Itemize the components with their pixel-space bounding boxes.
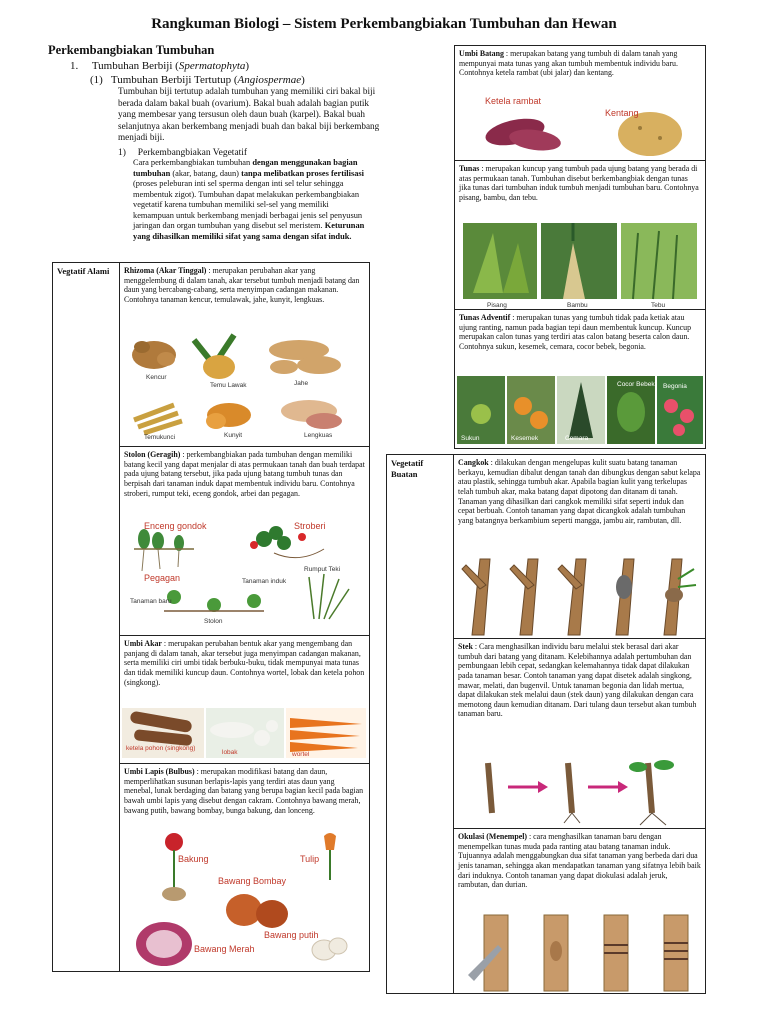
caption-ketela-rambat: Ketela rambat (485, 96, 542, 106)
caption-lengkuas: Lengkuas (304, 432, 333, 439)
intro-paragraph: Tumbuhan biji tertutup adalah tumbuhan yang memiliki ciri bakal biji berada dalam bakal buah (ovarium). Bakal buah adalah bagian putik yang membesar yang tersusun oleh daun buah (karpel). Bakal buah selanjutnya akan berkembang menjadi buah dan bakal biji berkembang menjadi biji. (118, 86, 380, 142)
term-description: : merupakan tunas yang tumbuh tidak pada ketiak atau ujung ranting, namun pada bagian tepi daun membentuk kuncup. Kuncup merupakan calon tunas yang terdiri atas calon batang beserta calon daun. Contohnya sukun, kesemek, cemara, cocor bebek, begonia. (459, 313, 692, 351)
umbi-batang-images (475, 96, 695, 158)
caption-bawang-bombay: Bawang Bombay (218, 876, 287, 886)
caption-bawang-merah: Bawang Merah (194, 944, 255, 954)
item-text: Perkembangbiakan Vegetatif (137, 148, 248, 158)
term-name: Stek (458, 642, 473, 651)
section-heading: Perkembangbiakan Tumbuhan (48, 43, 215, 57)
caption-rumput-teki: Rumput Teki (304, 566, 341, 573)
item-text: Tumbuhan Berbiji Tertutup ( (110, 74, 238, 86)
cell-stek (453, 638, 706, 829)
term-name: Umbi Batang (459, 49, 504, 58)
text-bold: tanpa melibatkan proses fertilisasi (241, 168, 364, 178)
term-description: : merupakan perubahan akar yang menggelembung di dalam tanah, akar tersebut tumbuh menjadi batang dan daun yang bercabang-cabang, serta menyimpan cadangan makanan. Contohnya tanaman kencur, temulawak, jahe, kunyit, lengkuas. (124, 266, 360, 304)
term-description: : perkembangbiakan pada tumbuhan dengan memiliki batang kecil yang dapat menjalar di atas permukaan tanah dan buah terdapat pada ujung batang tersebut, jika pada ujung batang tumbuh tunas dan berpisah dari tanaman induk dapat membentuk individu baru. Contohnya stroberi, rumput teki, eceng gondok, arbei dan pegagan. (124, 450, 365, 498)
term-description: : merupakan kuncup yang tumbuh pada ujung batang yang berada di atas permukaan tanah. Tumbuhan disebut berkembangbiak dengan tunas jika tunas dari tumbuhan induk tumbuh menjadi tumbuhan baru. Contohnya pisang, bambu, dan tebu. (459, 164, 699, 202)
item-italic: Angiospermae (237, 74, 302, 86)
caption-stroberi: Stroberi (294, 521, 326, 531)
item-number: (1) (90, 74, 103, 86)
term-name: Okulasi (Menempel) (458, 832, 528, 841)
caption-pegagan: Pegagan (144, 573, 181, 583)
caption-bakung: Bakung (178, 854, 209, 864)
caption-pisang: Pisang (487, 302, 507, 309)
term-name: Cangkok (458, 458, 489, 467)
caption-kentang: Kentang (605, 108, 639, 118)
caption-kencur: Kencur (146, 374, 167, 381)
cell-rhizoma (119, 262, 370, 447)
list-item-spermatophyta (70, 60, 249, 72)
cell-stolon (119, 446, 370, 636)
term-name: Umbi Akar (124, 639, 162, 648)
cell-tunas (454, 160, 706, 310)
rhizome-images (124, 325, 364, 441)
caption-jahe: Jahe (294, 380, 309, 387)
list-item-angiospermae (90, 74, 305, 86)
list-item-vegetatif (118, 148, 247, 158)
term-name: Stolon (Geragih) (124, 450, 181, 459)
term-description: : cara menghasilkan tanaman baru dengan menempelkan tunas muda pada ranting atau batang tanaman induk. Tujuannya adalah menggabungkan dua sifat tanaman yang berbeda dari dua jenis tanaman, sehingga akan mendapatkan tanaman yang sifatnya lebih baik dari induknya. Contoh tanaman yang dapat diokulasi adalah jeruk, rambutan, dan durian. (458, 832, 701, 890)
caption-tanaman-induk: Tanaman induk (242, 578, 287, 585)
okulasi-illustration (468, 915, 694, 991)
caption-cocor-bebek: Cocor Bebek (617, 381, 655, 388)
item-close: ) (301, 74, 305, 86)
caption-tulip: Tulip (300, 854, 320, 864)
umbi-lapis-images (124, 832, 364, 968)
umbi-akar-images (122, 708, 366, 760)
item-text: Tumbuhan Berbiji ( (91, 60, 179, 72)
term-description: : merupakan perubahan bentuk akar yang mengembang dan panjang di dalam tanah, akar tersebut juga menyimpan cadangan makanan, serta memiliki ciri umbi tidak berbuku-buku, tidak mempunyai mata tunas dan tidak memiliki kuncup daun. Contohnya wortel, lobak dan ketela pohon (singkong). (124, 639, 365, 687)
cell-okulasi (453, 828, 706, 994)
term-name: Rhizoma (Akar Tinggal) (124, 266, 207, 275)
text-run: Cara perkembangbiakan tumbuhan (133, 158, 253, 167)
term-description: : merupakan batang yang tumbuh di dalam tanah yang mempunyai mata tunas yang akan tumbuh membentuk individu baru. Contohnya ketela rambat (ubi jalar) dan kentang. (459, 49, 678, 78)
caption-wortel: wortel (292, 751, 310, 758)
term-name: Tunas (459, 164, 480, 173)
item-italic: Spermatophyta (178, 60, 246, 72)
caption-kesemek: Kesemek (511, 435, 539, 442)
term-name: Umbi Lapis (Bulbus) (124, 767, 195, 776)
caption-lobak: lobak (222, 749, 238, 756)
caption-kunyit: Kunyit (224, 432, 243, 439)
caption-temukunci: Temukunci (144, 434, 176, 441)
caption-tanaman-baru: Tanaman baru (130, 598, 172, 605)
label-text: Vegetatif Buatan (391, 458, 424, 479)
item-number: 1) (118, 148, 126, 158)
cell-umbi-batang (454, 45, 706, 161)
cell-umbi-akar (119, 635, 370, 764)
caption-sukun: Sukun (461, 435, 480, 442)
label-vegetatif-buatan (386, 454, 454, 994)
caption-enceng-gondok: Enceng gondok (144, 521, 207, 531)
caption-ketela-pohon: ketela pohon (singkong) (126, 745, 196, 752)
cangkok-illustration (458, 559, 700, 635)
term-description: : dilakukan dengan mengelupas kulit suatu batang tanaman berkayu, kemudian dibalut dengan tanah dan dibungkus dengan sabut kelapa atau plastik, sehingga tumbuh akar. Apabila bagian kulit yang terkelupas telah tumbuh akar, maka batang dapat dipotong dan ditanam di tanah. Tanaman yang dihasilkan dari cangkok memiliki sifat seperti induk dan cepat berbuah. Contoh tanaman yang dapat dicangkok adalah tumbuhan yang batangnya berkambium seperti mangga, jambu air, rambutan, dll. (458, 458, 701, 525)
text-bold: Keturunan yang dihasilkan memiliki sifat yang sama dengan sifat induk. (133, 221, 365, 241)
item-number: 1. (70, 60, 79, 72)
text-run: (proses peleburan inti sel sperma dengan inti sel telur sehingga membentuk zigot). Tumbuhan dapat melakukan perkembangbiakan vegetatif karena tumbuhan memiliki sel-sel yang memiliki kemampuan untuk berkembang menjadi berbagai jenis sel penyusun jaringan dan organ tumbuhan yang disebut sel meristem. (133, 179, 363, 230)
item-close: ) (245, 60, 250, 72)
caption-bawang-putih: Bawang putih (264, 930, 319, 940)
tunas-images (463, 223, 697, 309)
cell-umbi-lapis (119, 763, 370, 972)
caption-tebu: Tebu (651, 302, 666, 309)
label-text: Vegtatif Alami (57, 266, 110, 276)
cell-tunas-adventif (454, 309, 706, 449)
text-bold: dengan menggunakan bagian tumbuhan (133, 158, 358, 178)
term-name: Tunas Adventif (459, 313, 511, 322)
term-description: : Cara menghasilkan individu baru melalui stek berasal dari akar tumbuh dari batang yang ditanam. Kelebihannya adalah pertumbuhan dan pembungaan lebih cepat, sedangkan kelemahannya tidak dapat dilakukan pada tanaman besar. Contoh tanaman yang dapat disetek adalah singkong, mawar, melati, dan bugenvil. Untuk tanaman begonia dan lidah mertua, dapat dilakukan stek melalui daun (stek daun) yang dilakukan dengan cara memotong daun kemudian ditanam. Dari tulang daun tersebut akan tumbuh tanaman baru. (458, 642, 697, 719)
caption-bambu: Bambu (567, 302, 588, 309)
caption-begonia: Begonia (663, 383, 687, 390)
stek-illustration (468, 753, 694, 825)
text-run: (akar, batang, daun) (170, 168, 242, 178)
page-title: Rangkuman Biologi – Sistem Perkembangbiakan Tumbuhan dan Hewan (151, 16, 617, 32)
caption-cemara: Cemara (565, 435, 589, 442)
cell-cangkok (453, 454, 706, 639)
stolon-images (124, 519, 364, 631)
caption-temulawak: Temu Lawak (210, 382, 247, 389)
label-vegetatif-alami (52, 262, 120, 972)
term-description: : merupakan modifikasi batang dan daun, memperlihatkan susunan berlapis-lapis yang terdiri atas daun yang menebal, lunak berdaging dan batang yang berupa bagian kecil pada bagian bawah umbi lapis yang disebut dengan cakram. Contohnya bawang merah, bawang putih, bawang bombay, bunga bakung, dan lonceng. (124, 767, 364, 815)
tunas-adventif-images (457, 376, 703, 446)
caption-stolon: Stolon (204, 618, 223, 625)
vegetatif-paragraph (133, 158, 371, 242)
